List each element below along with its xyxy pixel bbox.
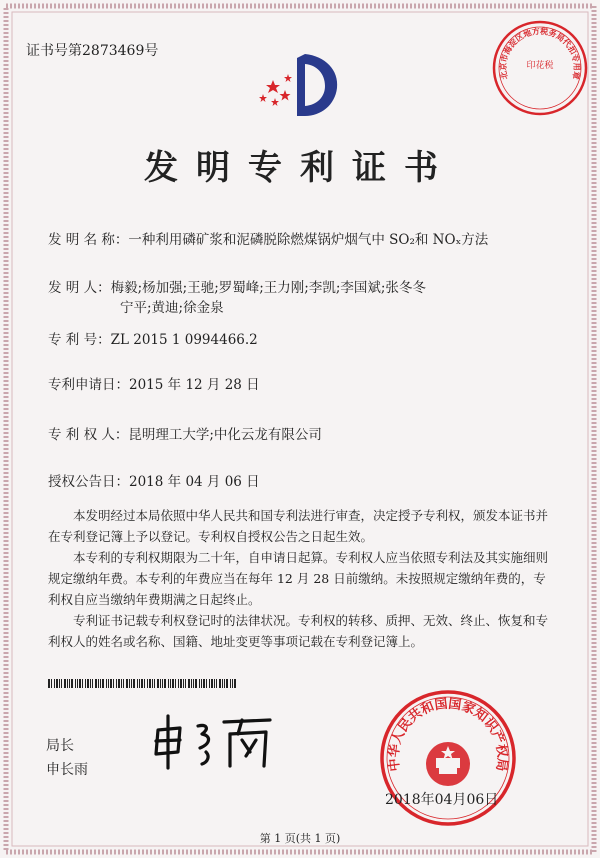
barcode-bar bbox=[157, 679, 159, 688]
small-seal-ring-text: 北京市海淀区地方税务局代扣专用章 bbox=[498, 26, 582, 81]
barcode-bar bbox=[188, 679, 190, 688]
paragraph: 专利证书记载专利权登记时的法律状况。专利权的转移、质押、无效、终止、恢复和专利权人的姓名或名称、国籍、地址变更等事项记载在专利登记簿上。 bbox=[48, 613, 549, 649]
large-seal-ring-text: 中华人民共和国国家知识产权局 bbox=[386, 696, 510, 773]
barcode-bar bbox=[222, 679, 223, 688]
inventors-row bbox=[48, 278, 426, 298]
barcode-bar bbox=[51, 679, 52, 688]
barcode-bar bbox=[121, 679, 122, 688]
grant-date-row bbox=[48, 472, 260, 492]
barcode-bar bbox=[87, 679, 89, 688]
barcode-bar bbox=[69, 679, 70, 688]
barcode-bar bbox=[232, 679, 233, 688]
barcode-bar bbox=[178, 679, 179, 688]
invention-name-value: 一种利用磷矿浆和泥磷脱除燃煤锅炉烟气中 SO₂和 NOₓ方法 bbox=[128, 232, 489, 248]
barcode-bar bbox=[54, 679, 55, 688]
barcode-bar bbox=[154, 679, 155, 688]
barcode-bar bbox=[191, 679, 192, 688]
barcode-bar bbox=[149, 679, 151, 688]
barcode-bar bbox=[193, 679, 194, 688]
inventors-value-line1: 梅毅;杨加强;王驰;罗蜀峰;王力刚;李凯;李国斌;张冬冬 bbox=[110, 280, 426, 296]
barcode-bar bbox=[123, 679, 124, 688]
national-emblem-icon bbox=[426, 742, 470, 786]
page-number: 第 1 页(共 1 页) bbox=[259, 832, 341, 845]
barcode-bar bbox=[226, 679, 228, 688]
barcode-bar bbox=[147, 679, 148, 688]
barcode-bar bbox=[209, 679, 210, 688]
barcode-bar bbox=[164, 679, 166, 688]
patent-number-value: ZL 2015 1 0994466.2 bbox=[110, 332, 258, 348]
barcode-bar bbox=[129, 679, 130, 688]
barcode-bar bbox=[168, 679, 169, 688]
barcode-bar bbox=[172, 679, 174, 688]
signature bbox=[150, 712, 280, 770]
barcode-bar bbox=[59, 679, 60, 688]
bureau-name: 申长雨 bbox=[46, 762, 88, 778]
barcode-bar bbox=[79, 679, 81, 688]
certificate-body bbox=[48, 505, 552, 652]
star-icon bbox=[271, 98, 279, 106]
paragraph: 本发明经过本局依照中华人民共和国专利法进行审查，决定授予专利权，颁发本证书并在专利登记簿上予以登记。专利权自授权公告之日起生效。 bbox=[48, 508, 549, 544]
barcode-bar bbox=[219, 679, 221, 688]
barcode-bar bbox=[133, 679, 135, 688]
barcode-bar bbox=[234, 679, 236, 688]
barcode-bar bbox=[110, 679, 112, 688]
barcode-bar bbox=[144, 679, 145, 688]
star-icon bbox=[284, 74, 292, 82]
barcode-bar bbox=[82, 679, 83, 688]
barcode-bar bbox=[206, 679, 207, 688]
tax-stamp-seal bbox=[490, 18, 590, 118]
grant-date-value: 2018 年 04 月 06 日 bbox=[129, 474, 260, 490]
barcode-bar bbox=[100, 679, 101, 688]
barcode-bar bbox=[199, 679, 200, 688]
barcode-bar bbox=[175, 679, 176, 688]
barcode-bar bbox=[185, 679, 186, 688]
inventors-row-2 bbox=[120, 298, 224, 318]
barcode-bar bbox=[162, 679, 163, 688]
barcode-bar bbox=[224, 679, 225, 688]
certificate-number: 证书号第2873469号 bbox=[26, 43, 159, 59]
barcode-bar bbox=[203, 679, 205, 688]
star-icon bbox=[280, 90, 291, 101]
barcode-bar bbox=[126, 679, 128, 688]
grant-date-label: 授权公告日： bbox=[48, 474, 129, 490]
patent-office-logo bbox=[255, 50, 343, 120]
barcode-bar bbox=[56, 679, 58, 688]
paragraph: 本专利的专利权期限为二十年，自申请日起算。专利权人应当依照专利法及其实施细则规定缴纳年费。本专利的年费应当在每年 12 月 28 日前缴纳。未按照规定缴纳年费的，专利权自应当缴纳年费期满之日起终止。 bbox=[48, 550, 549, 607]
barcode-bar bbox=[216, 679, 217, 688]
patentee-row bbox=[48, 425, 322, 445]
barcode-bar bbox=[170, 679, 171, 688]
barcode-bar bbox=[95, 679, 97, 688]
small-seal-inner-text: 印花税 bbox=[526, 61, 554, 71]
star-icon bbox=[266, 80, 280, 93]
barcode-bar bbox=[195, 679, 197, 688]
barcode-bar bbox=[48, 679, 50, 688]
barcode-bar bbox=[230, 679, 231, 688]
barcode bbox=[48, 679, 236, 688]
barcode-bar bbox=[201, 679, 202, 688]
barcode-bar bbox=[90, 679, 91, 688]
invention-name-label: 发 明 名 称： bbox=[48, 232, 129, 248]
patent-number-label: 专 利 号： bbox=[48, 332, 111, 348]
barcode-bar bbox=[183, 679, 184, 688]
patentee-label: 专 利 权 人： bbox=[48, 427, 129, 443]
barcode-bar bbox=[102, 679, 104, 688]
filing-date-row bbox=[48, 375, 260, 395]
barcode-bar bbox=[152, 679, 153, 688]
barcode-bar bbox=[160, 679, 161, 688]
star-icon bbox=[259, 94, 267, 102]
page-title: 发明专利证书 bbox=[144, 148, 456, 188]
barcode-bar bbox=[71, 679, 73, 688]
barcode-bar bbox=[118, 679, 120, 688]
barcode-bar bbox=[141, 679, 143, 688]
barcode-bar bbox=[67, 679, 68, 688]
seal-date: 2018年04月06日 bbox=[385, 792, 499, 808]
barcode-bar bbox=[214, 679, 215, 688]
barcode-bar bbox=[85, 679, 86, 688]
barcode-bar bbox=[131, 679, 132, 688]
patentee-value: 昆明理工大学;中化云龙有限公司 bbox=[128, 427, 322, 443]
bureau-title: 局长 bbox=[46, 738, 74, 754]
barcode-bar bbox=[61, 679, 62, 688]
barcode-bar bbox=[92, 679, 93, 688]
barcode-bar bbox=[77, 679, 78, 688]
barcode-bar bbox=[211, 679, 213, 688]
inventors-value-line2: 宁平;黄迪;徐金泉 bbox=[120, 300, 224, 316]
invention-name-row bbox=[48, 230, 488, 250]
filing-date-value: 2015 年 12 月 28 日 bbox=[129, 377, 260, 393]
barcode-bar bbox=[116, 679, 117, 688]
patent-number-row bbox=[48, 330, 258, 350]
barcode-bar bbox=[108, 679, 109, 688]
barcode-bar bbox=[137, 679, 138, 688]
inventors-label: 发 明 人： bbox=[48, 280, 111, 296]
barcode-bar bbox=[106, 679, 107, 688]
barcode-bar bbox=[180, 679, 182, 688]
barcode-bar bbox=[113, 679, 114, 688]
filing-date-label: 专利申请日： bbox=[48, 377, 129, 393]
barcode-bar bbox=[139, 679, 140, 688]
barcode-bar bbox=[75, 679, 76, 688]
barcode-bar bbox=[64, 679, 66, 688]
barcode-bar bbox=[98, 679, 99, 688]
